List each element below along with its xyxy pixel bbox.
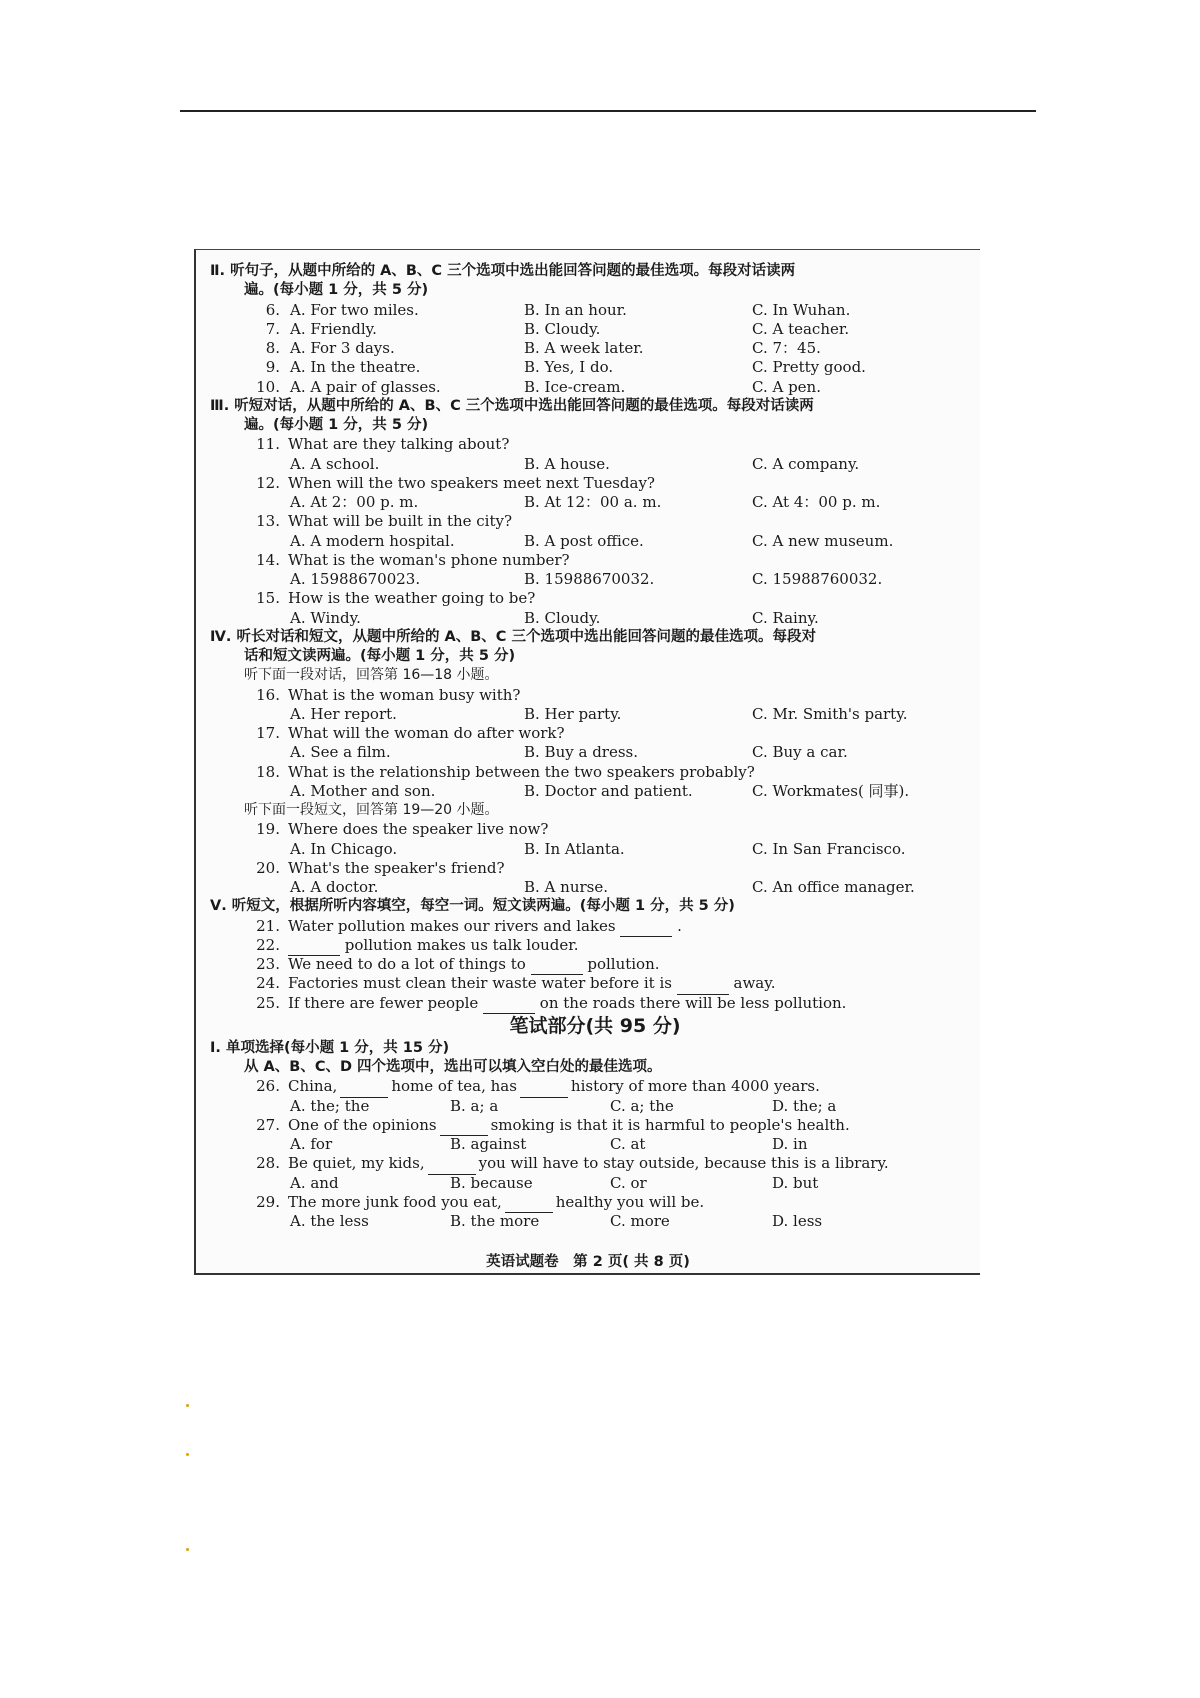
question-number xyxy=(244,378,288,397)
option-c: C. In San Francisco. xyxy=(752,839,906,858)
option-b: B. Her party. xyxy=(524,704,622,723)
question-text: What is the woman busy with? xyxy=(288,685,521,704)
fill-in-row xyxy=(210,994,980,1013)
option-row xyxy=(210,493,980,512)
option-row xyxy=(210,609,980,628)
fill-in-row xyxy=(210,974,980,993)
question xyxy=(244,512,512,531)
option-a: A. A doctor. xyxy=(290,878,379,896)
fill-in-text: If there are fewer people xyxy=(288,993,484,1012)
option-row xyxy=(210,840,980,859)
option-a: A. Her report. xyxy=(290,704,397,723)
option-c: C. At 4：00 p. m. xyxy=(752,493,881,511)
answer-blank xyxy=(677,974,729,994)
fill-in-question xyxy=(244,936,579,956)
question-row xyxy=(210,724,980,743)
fill-in-row xyxy=(210,936,980,955)
question-number: 17. xyxy=(256,724,280,742)
question-number: 29. xyxy=(256,1192,280,1211)
option-c: C. 7：45. xyxy=(752,339,821,357)
option-a: A. A modern hospital. xyxy=(290,531,455,550)
section-heading: Ⅴ. 听短文，根据所听内容填空，每空一词。短文读两遍。(每小题 1 分，共 5 分) xyxy=(210,898,735,915)
option-row xyxy=(210,339,980,358)
answer-blank xyxy=(483,994,535,1014)
option-d: D. but xyxy=(772,1173,819,1192)
question-row xyxy=(210,551,980,570)
option-row xyxy=(210,1212,980,1231)
question-row xyxy=(210,1193,980,1212)
question xyxy=(244,435,509,454)
section-heading: Ⅰ. 单项选择(每小题 1 分，共 15 分) xyxy=(210,1039,450,1056)
page-footer: 英语试题卷 第 2 页( 共 8 页) xyxy=(486,1254,690,1270)
question-row xyxy=(210,589,980,608)
option-row xyxy=(210,378,980,397)
fill-in-text: on the roads there will be less pollution. xyxy=(535,993,847,1012)
fill-in-question xyxy=(244,955,660,975)
option-b: B. In Atlanta. xyxy=(524,839,625,858)
option-a: A. for xyxy=(290,1135,333,1153)
question-text: One of the opinions xyxy=(288,1115,437,1134)
exam-sheet xyxy=(194,249,980,1273)
option-c: C. a; the xyxy=(610,1096,674,1115)
question-number: 15. xyxy=(256,589,280,608)
question-number: 23. xyxy=(256,955,280,973)
option-c: C. A company. xyxy=(752,454,860,473)
question-text: What are they talking about? xyxy=(288,435,510,454)
question-row xyxy=(210,435,980,454)
question-text: The more junk food you eat, xyxy=(288,1192,502,1211)
option-d: D. the; a xyxy=(772,1096,837,1115)
question-text: healthy you will be. xyxy=(555,1192,705,1211)
option-a: A. See a film. xyxy=(290,743,391,762)
option-row xyxy=(210,455,980,474)
fill-in-question xyxy=(244,974,776,994)
question-text: When will the two speakers meet next Tuesday? xyxy=(288,473,655,492)
question xyxy=(244,820,548,839)
question-text: What will the woman do after work? xyxy=(288,724,565,742)
answer-blank xyxy=(531,955,583,975)
option-b: B. A week later. xyxy=(524,339,644,357)
option-d: D. less xyxy=(772,1212,823,1230)
option-row xyxy=(210,358,980,377)
option-b: B. Yes, I do. xyxy=(524,358,614,377)
question-number: 14. xyxy=(256,550,280,569)
option-c: C. more xyxy=(610,1212,670,1230)
question-text: China, xyxy=(288,1077,338,1096)
fill-in-text: Water pollution makes our rivers and lakes xyxy=(288,916,621,935)
answer-blank xyxy=(428,1154,476,1174)
question-row xyxy=(210,1077,980,1096)
question xyxy=(244,1077,820,1097)
answer-blank xyxy=(340,1077,388,1097)
option-b: B. because xyxy=(450,1173,533,1192)
question xyxy=(244,1116,850,1136)
option-b: B. Cloudy. xyxy=(524,608,601,627)
question-number: 21. xyxy=(256,916,280,935)
option-a: A. the; the xyxy=(290,1096,370,1115)
answer-blank xyxy=(620,917,672,937)
section-heading: 从 A、B、C、D 四个选项中，选出可以填入空白处的最佳选项。 xyxy=(244,1059,662,1075)
question-row xyxy=(210,686,980,705)
question-text: What's the speaker's friend? xyxy=(288,858,505,877)
question xyxy=(244,474,655,493)
question-text: Where does the speaker live now? xyxy=(288,820,549,839)
fill-in-text: We need to do a lot of things to xyxy=(288,955,531,973)
option-c: C. In Wuhan. xyxy=(752,300,851,319)
section-heading: 遍。(每小题 1 分，共 5 分) xyxy=(244,417,429,433)
option-c: C. A teacher. xyxy=(752,319,850,338)
question-number xyxy=(244,301,288,320)
option-row xyxy=(210,878,980,897)
option-b: B. A nurse. xyxy=(524,878,608,896)
option-c: C. Workmates( 同事). xyxy=(752,781,910,800)
option-c: C. Buy a car. xyxy=(752,743,848,762)
question-number xyxy=(244,320,288,339)
option-a: A. A school. xyxy=(290,454,380,473)
option-a: A. In the theatre. xyxy=(290,358,421,377)
question-row xyxy=(210,512,980,531)
option-c: C. 15988760032. xyxy=(752,570,883,588)
question xyxy=(244,589,535,608)
sheet-bottom-rule xyxy=(194,1273,980,1275)
question-text: What will be built in the city? xyxy=(288,512,513,531)
question-number: 16. xyxy=(256,685,280,704)
option-a: A. Windy. xyxy=(290,608,361,627)
question-number: 25. xyxy=(256,993,280,1012)
option-a: A. Mother and son. xyxy=(290,781,436,800)
question xyxy=(244,686,520,705)
option-c: C. at xyxy=(610,1135,646,1153)
option-a: A. For 3 days. xyxy=(290,339,395,357)
subsection-instruction: 听下面一段短文，回答第 19—20 小题。 xyxy=(244,802,499,818)
question-number: 26. xyxy=(256,1077,280,1096)
option-c: C. A pen. xyxy=(752,377,821,396)
question xyxy=(244,763,755,782)
answer-blank xyxy=(520,1077,568,1097)
option-row xyxy=(210,705,980,724)
option-c: C. or xyxy=(610,1173,647,1192)
option-row xyxy=(210,532,980,551)
fill-in-text: pollution makes us talk louder. xyxy=(340,935,579,954)
option-a: A. A pair of glasses. xyxy=(290,377,441,396)
option-b: B. In an hour. xyxy=(524,300,627,319)
option-c: C. Mr. Smith's party. xyxy=(752,704,908,723)
question-text: What is the woman's phone number? xyxy=(288,550,570,569)
option-a: A. At 2：00 p. m. xyxy=(290,493,419,511)
option-d: D. in xyxy=(772,1135,808,1153)
option-a: A. Friendly. xyxy=(290,319,377,338)
written-part-title: 笔试部分(共 95 分) xyxy=(509,1014,681,1037)
option-b: B. At 12：00 a. m. xyxy=(524,493,662,511)
question-number xyxy=(244,358,288,377)
option-b: B. Ice-cream. xyxy=(524,377,626,396)
question-number-text: 10. xyxy=(256,377,280,396)
option-row xyxy=(210,1097,980,1116)
option-a: A. For two miles. xyxy=(290,300,419,319)
option-b: B. Buy a dress. xyxy=(524,743,639,762)
section-heading: 遍。(每小题 1 分，共 5 分) xyxy=(244,282,429,299)
question-number: 19. xyxy=(256,820,280,839)
question-number-text: 6. xyxy=(265,300,280,319)
option-b: B. against xyxy=(450,1135,527,1153)
answer-blank xyxy=(440,1116,488,1136)
question-number: 27. xyxy=(256,1115,280,1134)
option-row xyxy=(210,570,980,589)
fill-in-row xyxy=(210,955,980,974)
question-text: home of tea, has xyxy=(391,1077,517,1096)
top-rule xyxy=(180,110,1036,112)
option-row xyxy=(210,1135,980,1154)
question-text: How is the weather going to be? xyxy=(288,589,536,608)
question-text: Be quiet, my kids, xyxy=(288,1154,425,1173)
question-row xyxy=(210,474,980,493)
fill-in-question xyxy=(244,917,682,937)
option-c: C. Pretty good. xyxy=(752,358,866,377)
subsection-instruction: 听下面一段对话，回答第 16—18 小题。 xyxy=(244,667,499,684)
question-number-text: 8. xyxy=(265,339,280,357)
question-number: 24. xyxy=(256,974,280,993)
question xyxy=(244,551,570,570)
section-heading: Ⅳ. 听长对话和短文，从题中所给的 A、B、C 三个选项中选出能回答问题的最佳选项。每段对 xyxy=(210,628,816,645)
option-c: C. An office manager. xyxy=(752,878,915,896)
answer-blank xyxy=(288,936,340,956)
question-text: history of more than 4000 years. xyxy=(570,1077,820,1096)
option-row xyxy=(210,782,980,801)
question-number: 12. xyxy=(256,473,280,492)
section-heading: Ⅲ. 听短对话，从题中所给的 A、B、C 三个选项中选出能回答问题的最佳选项。每段对话读两 xyxy=(210,397,814,414)
exam-content xyxy=(210,262,980,1231)
option-b: B. 15988670032. xyxy=(524,570,655,588)
option-a: A. 15988670023. xyxy=(290,570,421,588)
question xyxy=(244,724,565,743)
option-b: B. Doctor and patient. xyxy=(524,781,693,800)
fill-in-text: . xyxy=(672,916,682,935)
option-row xyxy=(210,301,980,320)
question-number-text: 9. xyxy=(265,358,280,377)
question xyxy=(244,1154,889,1174)
scan-speck xyxy=(186,1453,189,1456)
option-b: B. A post office. xyxy=(524,531,644,550)
question-number xyxy=(244,339,288,358)
question-number: 20. xyxy=(256,858,280,877)
fill-in-text: Factories must clean their waste water before it is xyxy=(288,974,677,993)
option-a: A. and xyxy=(290,1173,339,1192)
question-number: 11. xyxy=(256,435,280,454)
option-row xyxy=(210,320,980,339)
option-row xyxy=(210,743,980,762)
question-number-text: 7. xyxy=(265,319,280,338)
option-c: C. Rainy. xyxy=(752,608,819,627)
fill-in-text: pollution. xyxy=(582,955,660,973)
question-number: 18. xyxy=(256,762,280,781)
question-number: 22. xyxy=(256,935,280,954)
option-c: C. A new museum. xyxy=(752,531,894,550)
question-text: you will have to stay outside, because this is a library. xyxy=(478,1154,889,1173)
option-a: A. the less xyxy=(290,1212,369,1230)
question-number: 13. xyxy=(256,512,280,531)
question-row xyxy=(210,859,980,878)
question-number: 28. xyxy=(256,1154,280,1173)
question-row xyxy=(210,820,980,839)
question-row xyxy=(210,763,980,782)
scan-speck xyxy=(186,1548,189,1551)
fill-in-row xyxy=(210,917,980,936)
fill-in-question xyxy=(244,994,846,1014)
fill-in-text: away. xyxy=(728,974,776,993)
question-row xyxy=(210,1154,980,1173)
option-row xyxy=(210,1174,980,1193)
scan-speck xyxy=(186,1404,189,1407)
option-b: B. a; a xyxy=(450,1096,499,1115)
question-text: smoking is that it is harmful to people's health. xyxy=(490,1115,850,1134)
option-b: B. A house. xyxy=(524,454,610,473)
section-heading: Ⅱ. 听句子，从题中所给的 A、B、C 三个选项中选出能回答问题的最佳选项。每段对话读两 xyxy=(210,263,796,279)
question-row xyxy=(210,1116,980,1135)
section-heading: 话和短文读两遍。(每小题 1 分，共 5 分) xyxy=(244,648,516,664)
option-b: B. the more xyxy=(450,1212,540,1230)
option-a: A. In Chicago. xyxy=(290,839,398,858)
option-b: B. Cloudy. xyxy=(524,319,601,338)
question xyxy=(244,859,505,878)
question-text: What is the relationship between the two speakers probably? xyxy=(288,762,755,781)
question xyxy=(244,1193,704,1213)
answer-blank xyxy=(505,1193,553,1213)
